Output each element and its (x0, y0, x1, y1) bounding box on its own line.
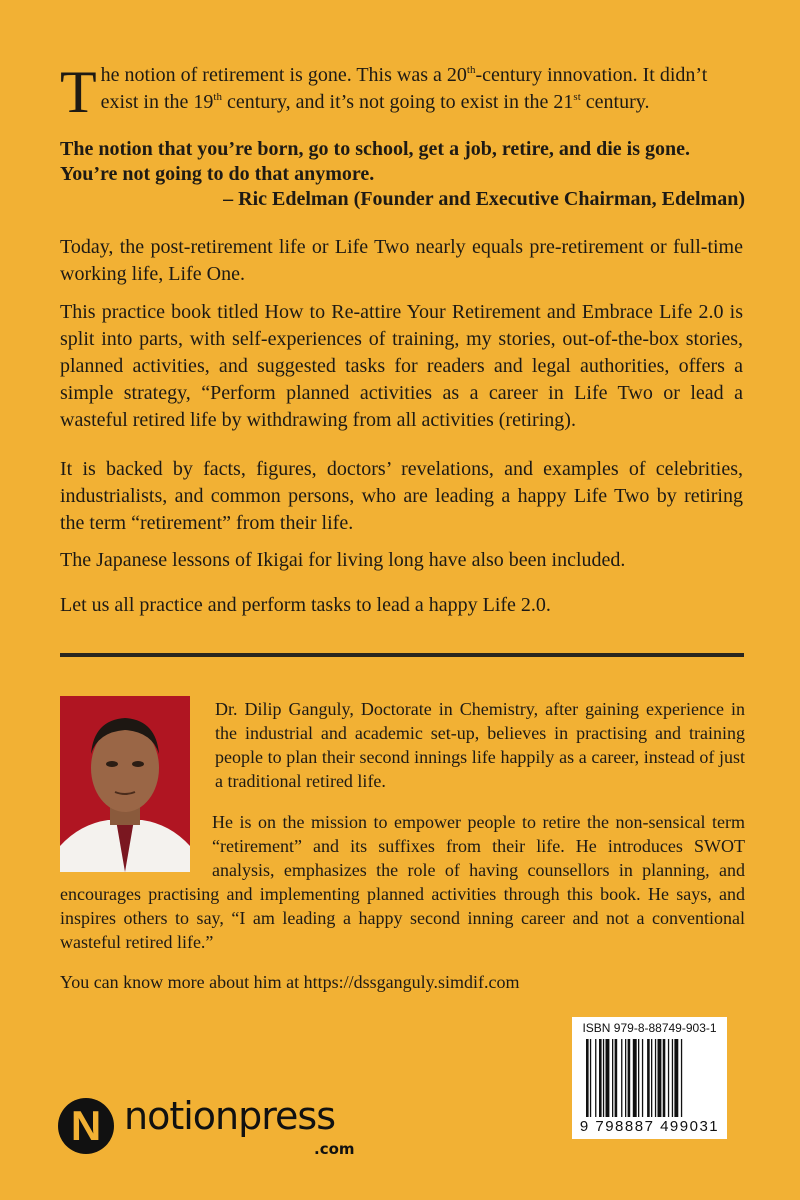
author-bio-1: Dr. Dilip Ganguly, Doctorate in Chemistry, after gaining experience in the industrial and academic set-up, believes in practising and training people to plan their second innings life happily as a career, instead of just a traditional retired life. (215, 699, 745, 791)
quote-block (60, 137, 745, 212)
barcode-digits: 9 798887 499031 (579, 1118, 720, 1135)
isbn-label: ISBN 979-8-88749-903-1 (582, 1021, 717, 1035)
intro-text-1: he notion of retirement is gone. This was a 20 (100, 64, 467, 86)
intro-paragraph (60, 59, 750, 125)
author-website-line: You can know more about him at https://dssganguly.simdif.com (60, 972, 520, 992)
paragraph-closing: Let us all practice and perform tasks to lead a happy Life 2.0. (60, 594, 551, 616)
paragraph-life-two: Today, the post-retirement life or Life Two nearly equals pre-retirement or full-time working life, Life One. (60, 236, 743, 285)
section-divider (60, 653, 744, 657)
paragraph-book-summary: This practice book titled How to Re-attire Your Retirement and Embrace Life 2.0 is split into parts, with self-experiences of training, my stories, out-of-the-box stories, planned activities, and suggested tasks for readers and legal authorities, offers a simple strategy, “Perform planned activities as a career in Life Two or lead a wasteful retired life by withdrawing from all activities (retiring). (60, 301, 743, 431)
logo-letter: N (70, 1102, 102, 1149)
quote-text: The notion that you’re born, go to school, get a job, retire, and die is gone. You’re not going to do that anymore. (60, 138, 691, 185)
drop-cap: T (60, 59, 97, 125)
intro-sup-3: st (573, 91, 581, 103)
author-bio-2-text: He is on the mission to empower people to retire the non-sensical term “retirement” and its suffixes from their life. He introduces SWOT analysis, emphasizes the role of having counsellors in planning, and encourages practising and implementing planned activities through this book. He says, and inspires others to say, “I am leading a happy second inning career and not a conventional wasteful retired life.” (60, 812, 745, 952)
author-bio-2 (60, 810, 745, 954)
intro-sup-2: th (213, 91, 222, 103)
intro-text-2: -century innovation. It didn’t exist in the 19 (100, 64, 708, 113)
intro-text-3: century, and it’s not going to exist in the 21 (221, 91, 574, 113)
publisher-name: notionpress (124, 1094, 336, 1138)
quote-attribution: – Ric Edelman (Founder and Executive Chairman, Edelman) (223, 188, 745, 210)
intro-sup-1: th (466, 64, 476, 76)
isbn-barcode (572, 1017, 727, 1139)
publisher-domain: .com (314, 1140, 355, 1158)
paragraph-ikigai: The Japanese lessons of Ikigai for living long have also been included. (60, 549, 626, 571)
intro-text-4: century. (580, 91, 650, 113)
paragraph-facts: It is backed by facts, figures, doctors’ revelations, and examples of celebrities, industrialists, and common persons, who are leading a happy Life Two by retiring the term “retirement” from their life. (60, 458, 743, 534)
notionpress-logo-icon (58, 1098, 114, 1154)
